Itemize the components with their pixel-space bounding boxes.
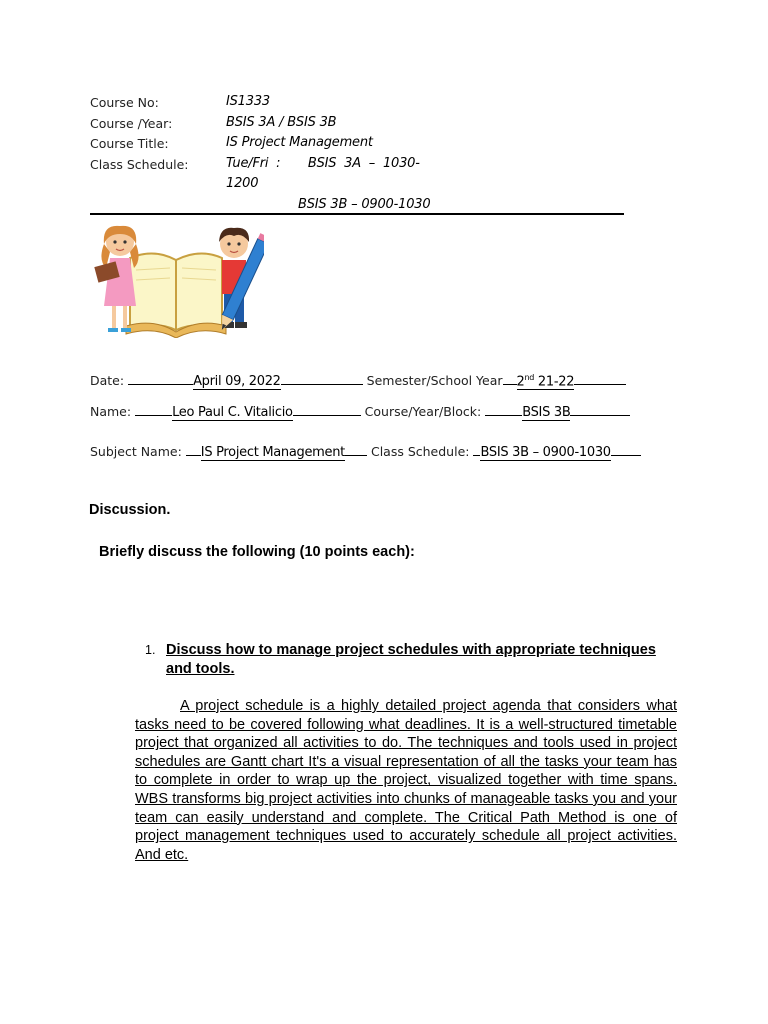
course-title-value: IS Project Management <box>226 135 373 150</box>
date-row <box>90 371 626 390</box>
date-label: Date: <box>90 373 125 388</box>
course-block-label: Course/Year/Block: <box>364 404 482 419</box>
semester-value-prefix: 2 <box>516 374 525 389</box>
class-schedule-form-value[interactable]: BSIS 3B – 0900-1030 <box>480 445 611 460</box>
name-value[interactable]: Leo Paul C. Vitalicio <box>172 405 293 420</box>
semester-label: Semester/School Year <box>366 373 503 388</box>
subject-label: Subject Name: <box>90 444 182 459</box>
name-label: Name: <box>90 404 132 419</box>
class-schedule-line3: BSIS 3B – 0900-1030 <box>298 197 431 212</box>
date-value[interactable]: April 09, 2022 <box>193 374 281 389</box>
course-year-label: Course /Year: <box>90 116 173 131</box>
course-no-value: IS1333 <box>226 94 270 109</box>
class-schedule-blank-right <box>611 442 641 456</box>
semester-blank-left <box>503 371 517 385</box>
semester-value-suffix: 21-22 <box>534 374 575 389</box>
header-divider <box>90 213 624 215</box>
semester-blank-right <box>574 371 626 385</box>
discussion-instruction: Briefly discuss the following (10 points each): <box>99 544 415 560</box>
semester-value[interactable] <box>517 373 575 390</box>
subject-value[interactable]: IS Project Management <box>200 445 345 460</box>
answer-paragraph: A project schedule is a highly detailed project agenda that considers what tasks need to be covered following what deadlines. It is a well-structured timetable project that organized all activities to do. The techniques and tools used in project schedules are Gantt chart It's a visual representation of all the tasks your team has to complete in order to wrap up the project, visualized together with time spans. WBS transforms big project activities into chunks of manageable tasks you and your team can easily understand and complete. The Critical Path Method is one of project management techniques used to accurately schedule all project activities. And etc. <box>135 698 677 863</box>
subject-blank-right <box>345 442 367 456</box>
name-row <box>90 402 630 421</box>
question-text: Discuss how to manage project schedules with appropriate techniques and tools. <box>166 642 656 677</box>
class-schedule-blank-left <box>473 442 480 456</box>
question-number: 1. <box>145 643 156 657</box>
subject-row <box>90 442 641 461</box>
subject-blank-left <box>186 442 201 456</box>
course-year-value: BSIS 3A / BSIS 3B <box>226 115 337 130</box>
name-blank-left <box>135 402 172 416</box>
date-blank-left <box>128 371 193 385</box>
class-schedule-line1: Tue/Fri : BSIS 3A – 1030- <box>226 156 420 171</box>
name-blank-right <box>293 402 361 416</box>
course-title-label: Course Title: <box>90 136 169 151</box>
kids-with-book-and-pencil-illustration <box>92 222 264 338</box>
class-schedule-label: Class Schedule: <box>90 157 189 172</box>
course-block-blank-left <box>485 402 522 416</box>
class-schedule-form-label: Class Schedule: <box>370 444 470 459</box>
class-schedule-line2: 1200 <box>226 176 259 191</box>
course-no-label: Course No: <box>90 95 159 110</box>
date-blank-right <box>281 371 363 385</box>
semester-value-sup: nd <box>524 372 535 382</box>
discussion-heading: Discussion. <box>89 502 171 518</box>
course-block-blank-right <box>570 402 630 416</box>
course-block-value[interactable]: BSIS 3B <box>522 405 571 420</box>
